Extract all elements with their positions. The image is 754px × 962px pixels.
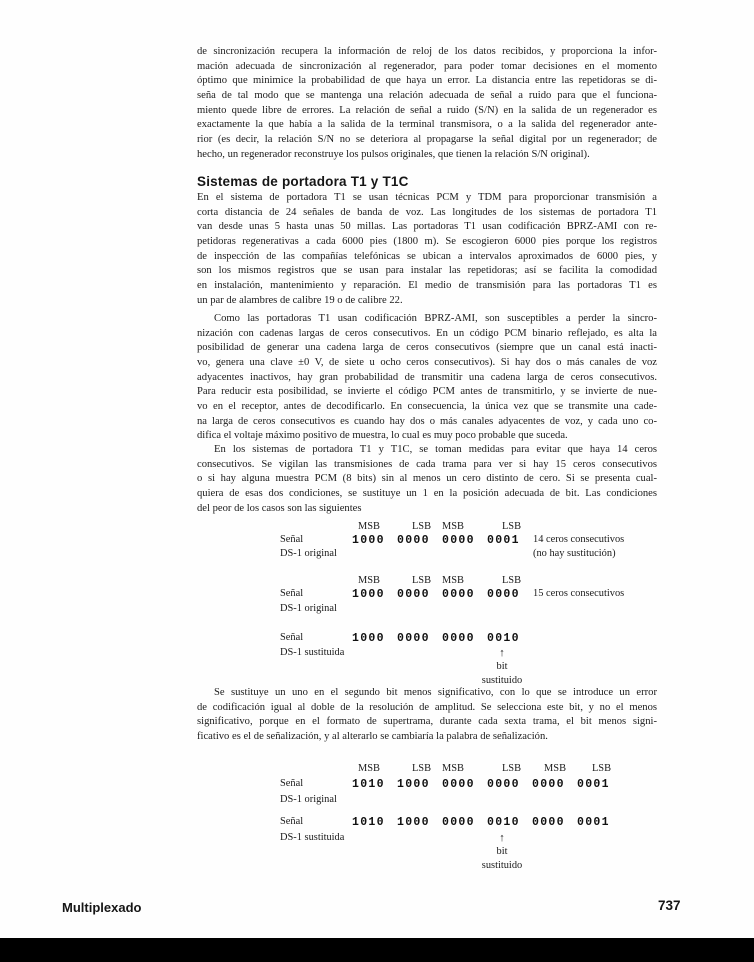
bit-group: 0000	[442, 632, 475, 645]
text-line: vo en el receptor, antes de decodificarlo. En consecuencia, la única vez que se transmite una cade-	[197, 400, 657, 412]
bit-group: 0000	[442, 816, 475, 829]
text-line: óptimo que minimice la probabilidad de que haya un error. La distancia entre las repetidoras se di-	[197, 75, 657, 87]
bit-group: 0001	[577, 778, 610, 791]
signal-label: DS-1 original	[280, 548, 337, 559]
text-line: posibilidad de generar una cadena larga de ceros consecutivos (siempre que un canal está inacti-	[197, 342, 657, 354]
text-line: en instalación, mantenimiento y reparación. El medio de transmisión para las portadoras T1 es	[197, 279, 657, 291]
text-line: son los mismos registros que se usan para instalar las repetidoras; así se facilita la comodidad	[197, 265, 657, 277]
text-line: adyacentes inactivos, hay gran probabilidad de transmitir una cadena larga de ceros consecutivos.	[197, 371, 657, 383]
bit-group: 0000	[532, 816, 565, 829]
bit-col-header: MSB	[358, 575, 380, 586]
running-footer-title: Multiplexado	[62, 900, 142, 915]
signal-sublabel-row	[197, 603, 657, 617]
text-line: Para reducir esta posibilidad, se invierte el código PCM antes de transmitirlo, y se invierte de nue-	[197, 386, 657, 398]
paragraph-regenerator	[197, 45, 657, 162]
text-line: miento quede libre de errores. La relación de señal a ruido (S/N) en la salida de un regenerador es	[197, 104, 657, 116]
signal-sublabel-row	[197, 794, 657, 808]
bit-group: 0000	[487, 588, 520, 601]
text-line: petidoras regenerativas a cada 6000 pies (1800 m). Se escogieron 6000 pies porque los registros	[197, 235, 657, 247]
text-line: vo, genera una clave ±0 V, de siete u ocho ceros consecutivos). Si hay dos o más canales de voz	[197, 356, 657, 368]
arrow-caption: sustituido	[481, 675, 523, 686]
bit-group: 0000	[442, 588, 475, 601]
signal-sublabel-row	[197, 548, 657, 562]
bit-group: 0001	[487, 534, 520, 547]
bit-group: 0000	[487, 778, 520, 791]
signal-sublabel-row	[197, 832, 657, 846]
bit-group: 0000	[397, 588, 430, 601]
bit-col-header: MSB	[358, 763, 380, 774]
figure-ds1-worst-cases	[197, 515, 657, 691]
text-line: de sincronización recupera la información de reloj de los datos recibidos, y proporciona la infor-	[197, 46, 657, 57]
bit-group: 1000	[397, 778, 430, 791]
arrow-caption: bit	[496, 661, 508, 672]
text-line: exactamente la que había a la salida de la terminal transmisora, o a la salida del regenerador ante-	[197, 119, 657, 131]
paragraph-t1-intro	[197, 191, 657, 308]
page-number: 737	[658, 898, 681, 913]
bit-group: 0001	[577, 816, 610, 829]
text-line: En el sistema de portadora T1 se usan técnicas PCM y TDM para proporcionar transmisión a	[197, 192, 657, 203]
bit-group: 0010	[487, 632, 520, 645]
bit-col-header: LSB	[501, 575, 521, 586]
bit-group: 0000	[397, 632, 430, 645]
text-line: seña de tal modo que se mantenga una relación adecuada de señal a ruido para que el funciona-	[197, 89, 657, 101]
text-line: mación adecuada de sincronización al regenerador, para poder tomar decisiones en el momento	[197, 60, 657, 72]
bit-col-header: LSB	[411, 521, 431, 532]
bit-header-row	[197, 521, 657, 535]
bit-col-header: MSB	[358, 521, 380, 532]
signal-row	[197, 534, 657, 548]
bit-col-header: LSB	[411, 763, 431, 774]
bit-group: 1000	[352, 534, 385, 547]
signal-row	[197, 816, 657, 830]
signal-row	[197, 588, 657, 602]
text-line: de codificación igual al doble de la resolución de amplitud. Se selecciona este bit, y no el menos	[197, 701, 657, 713]
signal-label: Señal	[280, 534, 304, 545]
condition-note: 14 ceros consecutivos	[533, 534, 625, 545]
bit-col-header: MSB	[442, 575, 464, 586]
arrow-caption: bit	[496, 846, 508, 857]
bit-col-header: MSB	[544, 763, 566, 774]
text-line: na larga de ceros consecutivos es cuando hay dos o más canales adyacentes de voz, y cada uno co-	[197, 415, 657, 427]
bit-group: 0000	[442, 534, 475, 547]
bit-col-header: LSB	[501, 763, 521, 774]
bit-col-header: MSB	[442, 521, 464, 532]
bit-col-header: LSB	[501, 521, 521, 532]
text-line: ficativo es el de señalización, y al alterarlo se cambiaría la palabra de señalización.	[197, 730, 548, 742]
text-line: van desde unas 5 hasta unas 50 millas. Las portadoras T1 usan codificación BPRZ-AMI con re-	[197, 221, 657, 233]
section-heading: Sistemas de portadora T1 y T1C	[197, 174, 409, 189]
signal-label: DS-1 sustituida	[280, 832, 345, 843]
signal-label: Señal	[280, 778, 304, 789]
signal-label: DS-1 sustituida	[280, 647, 345, 658]
text-line: o si hay alguna muestra PCM (8 bits) sin al menos un cero distinto de cero. Si se presenta cual-	[197, 473, 657, 485]
substituted-bit-arrow-icon: ↑	[499, 832, 505, 844]
text-line: En los sistemas de portadora T1 y T1C, se toman medidas para evitar que haya 14 ceros	[214, 444, 657, 455]
signal-label: Señal	[280, 632, 304, 643]
text-line: un par de alambres de calibre 19 o de calibre 22.	[197, 294, 403, 306]
bit-col-header: MSB	[442, 763, 464, 774]
signal-label: DS-1 original	[280, 603, 337, 614]
bit-group: 1000	[352, 588, 385, 601]
text-line: consecutivos. Se vigilan las transmisiones de cada trama para ver si hay 15 ceros consecutivos	[197, 458, 657, 470]
text-line: significativo, porque en el formato de supertrama, durante cada sexta trama, el bit menos signi-	[197, 716, 657, 728]
text-line: de inspección de las compañías telefónicas se ubican a intervalos aproximados de 6000 pies, y	[197, 250, 657, 262]
paragraph-bit-substitution	[197, 686, 657, 745]
condition-note: 15 ceros consecutivos	[533, 588, 625, 599]
bit-group: 0000	[532, 778, 565, 791]
arrow-caption: sustituido	[481, 860, 523, 871]
bit-group: 1000	[397, 816, 430, 829]
bit-group: 0010	[487, 816, 520, 829]
paragraph-bprz-ami	[197, 312, 657, 444]
signal-row	[197, 632, 657, 646]
signal-label: DS-1 original	[280, 794, 337, 805]
bit-col-header: LSB	[411, 575, 431, 586]
scan-edge-bar	[0, 938, 754, 962]
text-line: rior (es decir, la relación S/N no se deteriora al propagarse la señal digital por un regenerador; de	[197, 133, 657, 145]
bit-group: 1000	[352, 632, 385, 645]
signal-label: Señal	[280, 816, 304, 827]
signal-sublabel-row	[197, 647, 657, 661]
text-line: Se sustituye un uno en el segundo bit menos significativo, con lo que se introduce un error	[214, 687, 657, 698]
text-line: difica el voltaje máximo positivo de muestra, lo cual es muy poco probable que suceda.	[197, 430, 568, 442]
figure-ds1-substitution-example	[197, 757, 657, 875]
text-line: quiera de esas dos condiciones, se sustituye un 1 en la posición adecuada de bit. Las condiciones	[197, 487, 657, 499]
bit-header-row	[197, 763, 657, 777]
bit-col-header: LSB	[591, 763, 611, 774]
signal-label: Señal	[280, 588, 304, 599]
substituted-bit-arrow-icon: ↑	[499, 647, 505, 659]
signal-row	[197, 778, 657, 792]
text-line: nización con cadenas largas de ceros consecutivos. En un código PCM binario reflejado, es alta la	[197, 327, 657, 339]
bit-group: 1010	[352, 816, 385, 829]
bit-group: 1010	[352, 778, 385, 791]
text-line: del peor de los casos son las siguientes	[197, 502, 362, 514]
bit-header-row	[197, 575, 657, 589]
bit-group: 0000	[397, 534, 430, 547]
text-line: corta distancia de 24 señales de banda de voz. Las longitudes de los sistemas de portadora T1	[197, 206, 657, 218]
bit-group: 0000	[442, 778, 475, 791]
text-line: Como las portadoras T1 usan codificación BPRZ-AMI, son susceptibles a perder la sincro-	[214, 313, 657, 324]
condition-note: (no hay sustitución)	[533, 548, 616, 559]
paragraph-zero-monitoring	[197, 443, 657, 516]
text-line: hecho, un regenerador reconstruye los pulsos originales, que tienen la relación S/N original).	[197, 148, 590, 160]
